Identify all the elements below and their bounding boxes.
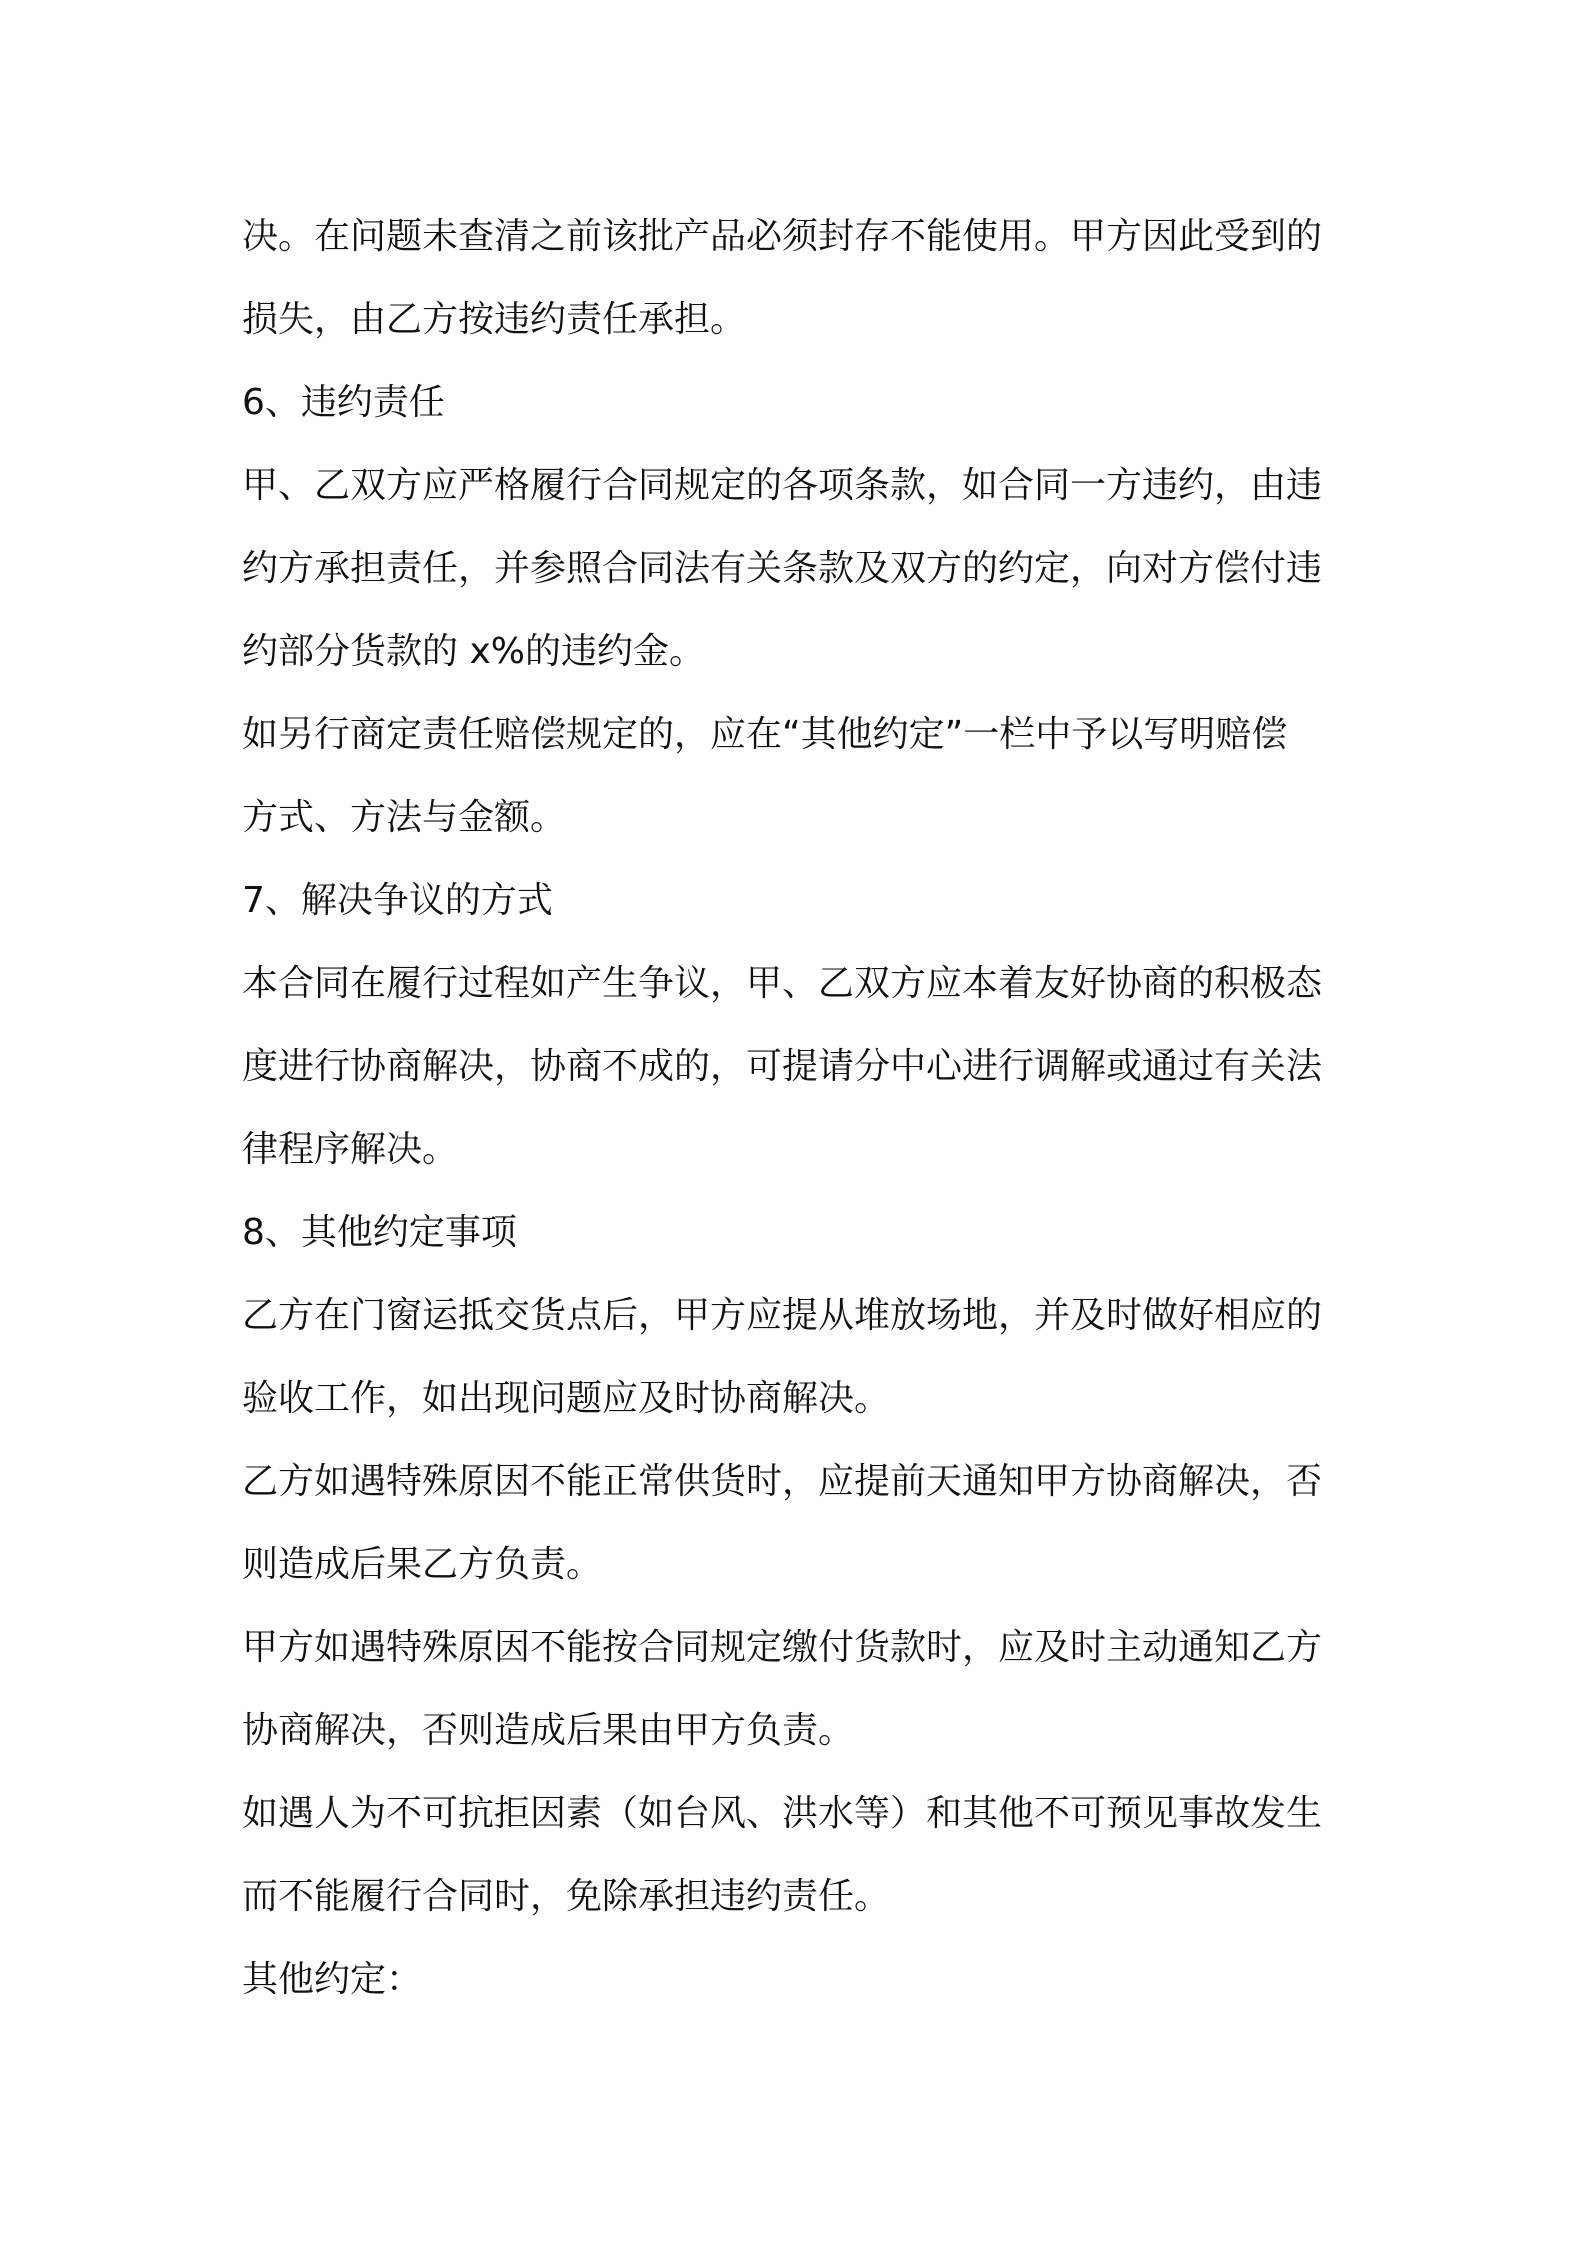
text-line: 约部分货款的 x%的违约金。: [242, 631, 705, 672]
text-line: 验收工作，如出现问题应及时协商解决。: [242, 1378, 891, 1419]
text-line: 如遇人为不可抗拒因素（如台风、洪水等）和其他不可预见事故发生: [242, 1793, 1323, 1834]
section-heading-dispute-resolution: 7、解决争议的方式: [242, 880, 553, 921]
text-line: 度进行协商解决，协商不成的，可提请分中心进行调解或通过有关法: [242, 1046, 1323, 1087]
section-heading-other-terms: 8、其他约定事项: [242, 1212, 517, 1253]
text-line: 乙方如遇特殊原因不能正常供货时，应提前天通知甲方协商解决，否: [242, 1461, 1323, 1502]
contract-text: [242, 195, 1362, 2021]
text-line-other-terms-label: 其他约定：: [242, 1959, 423, 2000]
text-line: 乙方在门窗运抵交货点后，甲方应提从堆放场地，并及时做好相应的: [242, 1295, 1323, 1336]
text-line: 决。在问题未查清之前该批产品必须封存不能使用。甲方因此受到的: [242, 216, 1323, 257]
text-line: 方式、方法与金额。: [242, 797, 567, 838]
text-line: 律程序解决。: [242, 1129, 459, 1170]
text-line: 损失，由乙方按违约责任承担。: [242, 299, 747, 340]
text-line: 如另行商定责任赔偿规定的，应在“其他约定”一栏中予以写明赔偿: [242, 714, 1288, 755]
text-line: 则造成后果乙方负责。: [242, 1544, 603, 1585]
text-line: 约方承担责任，并参照合同法有关条款及双方的约定，向对方偿付违: [242, 548, 1323, 589]
section-heading-breach-liability: 6、违约责任: [242, 382, 445, 423]
text-line: 协商解决，否则造成后果由甲方负责。: [242, 1710, 855, 1751]
text-line: 本合同在履行过程如产生争议，甲、乙双方应本着友好协商的积极态: [242, 963, 1323, 1004]
text-line: 甲方如遇特殊原因不能按合同规定缴付货款时，应及时主动通知乙方: [242, 1627, 1323, 1668]
text-line: 甲、乙双方应严格履行合同规定的各项条款，如合同一方违约，由违: [242, 465, 1323, 506]
text-line: 而不能履行合同时，免除承担违约责任。: [242, 1876, 891, 1917]
